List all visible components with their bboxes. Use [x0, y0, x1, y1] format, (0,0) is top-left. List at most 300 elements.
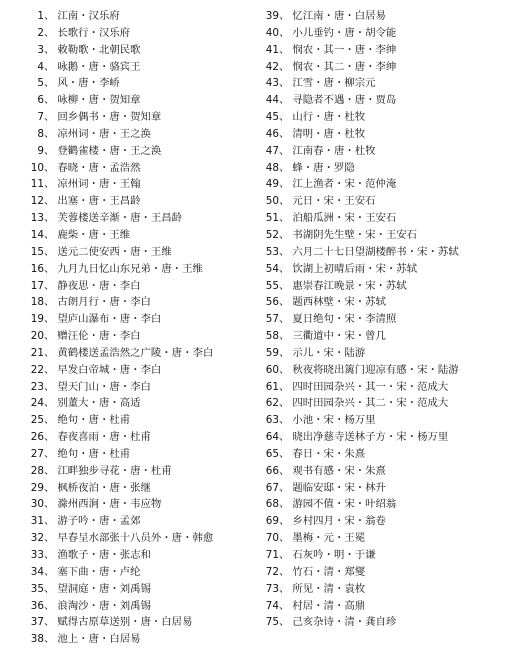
number-separator: 、: [44, 363, 55, 376]
poem-title: 江南・汉乐府: [57, 10, 120, 22]
poem-number: 32: [30, 532, 44, 545]
poem-title: 忆江南・唐・白居易: [292, 10, 386, 22]
number-separator: 、: [279, 111, 290, 124]
number-separator: 、: [44, 60, 55, 73]
number-separator: 、: [44, 599, 55, 612]
poem-number: 49: [265, 178, 279, 191]
number-separator: 、: [279, 10, 290, 22]
poem-title: 春夜喜雨・唐・杜甫: [57, 431, 151, 444]
number-separator: 、: [279, 77, 290, 90]
poem-title: 别董大・唐・高适: [57, 397, 141, 410]
poem-number: 40: [265, 26, 279, 39]
poem-number: 24: [30, 397, 44, 410]
poem-number: 65: [265, 447, 279, 460]
poem-entry: [263, 294, 518, 311]
number-separator: 、: [44, 111, 55, 124]
poem-number: 74: [265, 599, 279, 612]
poem-title: 山行・唐・杜牧: [292, 111, 366, 124]
poem-number: 30: [30, 498, 44, 511]
poem-entry: [263, 598, 518, 615]
number-separator: 、: [44, 431, 55, 444]
poem-entry: [263, 547, 518, 564]
poem-number: 15: [30, 245, 44, 258]
number-separator: 、: [44, 77, 55, 90]
poem-number: 27: [30, 447, 44, 460]
poem-number: 18: [30, 296, 44, 309]
number-separator: 、: [279, 178, 290, 191]
poem-entry: [28, 227, 268, 244]
poem-number: 19: [30, 313, 44, 326]
poem-title: 江上渔者・宋・范仲淹: [292, 178, 397, 191]
number-separator: 、: [279, 414, 290, 427]
poem-title: 墨梅・元・王冕: [292, 532, 366, 545]
number-separator: 、: [44, 464, 55, 477]
number-separator: 、: [44, 481, 55, 494]
poem-title: 寻隐者不遇・唐・贾岛: [292, 94, 397, 107]
poem-title: 惠崇春江晚景・宋・苏轼: [292, 279, 407, 292]
poem-number: 45: [265, 111, 279, 124]
poem-number: 43: [265, 77, 279, 90]
poem-number: 12: [30, 195, 44, 208]
poem-entry: [263, 8, 518, 25]
number-separator: 、: [279, 296, 290, 309]
poem-title: 六月二十七日望湖楼醉书・宋・苏轼: [292, 245, 459, 258]
poem-entry: [263, 480, 518, 497]
poem-number: 57: [265, 313, 279, 326]
poem-number: 46: [265, 127, 279, 140]
poem-entry: [28, 176, 268, 193]
poem-title: 元日・宋・王安石: [292, 195, 376, 208]
number-separator: 、: [44, 633, 55, 646]
poem-title: 村居・清・高鼎: [292, 599, 366, 612]
poem-number: 51: [265, 212, 279, 225]
poem-number: 36: [30, 599, 44, 612]
number-separator: 、: [44, 616, 55, 629]
number-separator: 、: [279, 549, 290, 561]
poem-entry: [263, 496, 518, 513]
poem-number: 13: [30, 212, 44, 225]
poem-title: 古朗月行・唐・李白: [57, 296, 151, 309]
poem-title: 游园不值・宋・叶绍翁: [292, 498, 397, 511]
poem-entry: [28, 25, 268, 42]
poem-title: 登鹳雀楼・唐・王之涣: [57, 144, 162, 157]
number-separator: 、: [279, 262, 290, 275]
number-separator: 、: [279, 346, 290, 359]
poem-title: 九月九日忆山东兄弟・唐・王维: [57, 262, 203, 275]
poem-title: 己亥杂诗・清・龚自珍: [292, 616, 397, 629]
poem-entry: [263, 446, 518, 463]
poem-entry: [28, 311, 268, 328]
poem-number: 1: [37, 10, 44, 22]
poem-number: 54: [265, 262, 279, 275]
poem-entry: [263, 463, 518, 480]
poem-title: 赋得古原草送别・唐・白居易: [57, 616, 193, 629]
poem-title: 望庐山瀑布・唐・李白: [57, 313, 162, 326]
poem-title: 游子吟・唐・孟郊: [57, 515, 141, 528]
poem-title: 江南春・唐・杜牧: [292, 144, 376, 157]
poem-entry: [28, 631, 268, 648]
poem-entry: [263, 614, 518, 631]
poem-title: 江畔独步寻花・唐・杜甫: [57, 464, 172, 477]
poem-entry: [263, 126, 518, 143]
number-separator: 、: [44, 346, 55, 359]
poem-title: 江雪・唐・柳宗元: [292, 77, 376, 90]
poem-entry: [263, 345, 518, 362]
poem-entry: [263, 513, 518, 530]
poem-entry: [263, 42, 518, 59]
poem-entry: [28, 126, 268, 143]
poem-title: 泊船瓜洲・宋・王安石: [292, 212, 397, 225]
poem-number: 3: [37, 43, 44, 56]
number-separator: 、: [44, 144, 55, 157]
number-separator: 、: [44, 330, 55, 343]
number-separator: 、: [44, 127, 55, 140]
poem-entry: [263, 395, 518, 412]
poem-title: 咏鹅・唐・骆宾王: [57, 60, 141, 73]
number-separator: 、: [279, 498, 290, 511]
poem-title: 静夜思・唐・李白: [57, 279, 141, 292]
poem-entry: [28, 8, 268, 25]
number-separator: 、: [279, 582, 290, 595]
number-separator: 、: [279, 565, 290, 578]
poem-number: 21: [30, 346, 44, 359]
poem-title: 四时田园杂兴・其一・宋・范成大: [292, 380, 449, 393]
poem-title: 示儿・宋・陆游: [292, 346, 366, 359]
number-separator: 、: [279, 397, 290, 410]
poem-number: 9: [37, 144, 44, 157]
poem-title: 题西林壁・宋・苏轼: [292, 296, 386, 309]
number-separator: 、: [279, 245, 290, 258]
poem-entry: [263, 278, 518, 295]
poem-entry: [28, 42, 268, 59]
number-separator: 、: [44, 228, 55, 241]
poem-number: 41: [265, 43, 279, 56]
poem-entry: [263, 362, 518, 379]
poem-entry: [263, 530, 518, 547]
number-separator: 、: [44, 279, 55, 292]
poem-number: 75: [265, 616, 279, 629]
poem-entry: [28, 480, 268, 497]
poem-entry: [263, 59, 518, 76]
poem-entry: [28, 530, 268, 547]
poem-title: 凉州词・唐・王之涣: [57, 127, 151, 140]
number-separator: 、: [279, 161, 290, 174]
poem-entry: [28, 564, 268, 581]
poem-entry: [28, 210, 268, 227]
number-separator: 、: [44, 498, 55, 511]
poem-entry: [263, 412, 518, 429]
poem-title: 池上・唐・白居易: [57, 633, 141, 646]
poem-title: 小儿垂钓・唐・胡令能: [292, 26, 397, 39]
poem-entry: [28, 59, 268, 76]
poem-number: 59: [265, 346, 279, 359]
number-separator: 、: [44, 447, 55, 460]
poem-list-left-column: [28, 8, 268, 648]
poem-number: 39: [265, 10, 279, 22]
poem-title: 饮湖上初晴后雨・宋・苏轼: [292, 262, 418, 275]
number-separator: 、: [279, 279, 290, 292]
poem-entry: [263, 581, 518, 598]
poem-number: 72: [265, 565, 279, 578]
poem-entry: [263, 244, 518, 261]
poem-title: 蜂・唐・罗隐: [292, 161, 355, 174]
poem-title: 早春呈水部张十八员外・唐・韩愈: [57, 532, 214, 545]
poem-title: 书湖阴先生壁・宋・王安石: [292, 228, 418, 241]
poem-number: 5: [37, 77, 44, 90]
poem-entry: [263, 311, 518, 328]
poem-title: 秋夜将晓出篱门迎凉有感・宋・陆游: [292, 363, 459, 376]
poem-entry: [28, 75, 268, 92]
poem-title: 乡村四月・宋・翁卷: [292, 515, 386, 528]
poem-number: 66: [265, 464, 279, 477]
poem-entry: [28, 345, 268, 362]
poem-title: 绝句・唐・杜甫: [57, 447, 131, 460]
number-separator: 、: [44, 178, 55, 191]
poem-entry: [28, 92, 268, 109]
poem-title: 悯农・其一・唐・李绅: [292, 43, 397, 56]
poem-number: 25: [30, 414, 44, 427]
poem-title: 回乡偶书・唐・贺知章: [57, 111, 162, 124]
poem-entry: [263, 75, 518, 92]
number-separator: 、: [279, 447, 290, 460]
number-separator: 、: [44, 397, 55, 410]
poem-number: 56: [265, 296, 279, 309]
poem-title: 望洞庭・唐・刘禹锡: [57, 582, 151, 595]
poem-number: 37: [30, 616, 44, 629]
poem-entry: [28, 412, 268, 429]
poem-title: 春晓・唐・孟浩然: [57, 161, 141, 174]
poem-number: 2: [37, 26, 44, 39]
number-separator: 、: [44, 26, 55, 39]
number-separator: 、: [279, 431, 290, 444]
poem-number: 4: [37, 60, 44, 73]
poem-number: 14: [30, 228, 44, 241]
poem-title: 送元二使安西・唐・王维: [57, 245, 172, 258]
poem-entry: [28, 244, 268, 261]
number-separator: 、: [44, 313, 55, 326]
poem-entry: [28, 513, 268, 530]
number-separator: 、: [279, 599, 290, 612]
poem-entry: [263, 25, 518, 42]
poem-title: 风・唐・李峤: [57, 77, 120, 90]
poem-title: 清明・唐・杜牧: [292, 127, 366, 140]
poem-number: 29: [30, 481, 44, 494]
number-separator: 、: [279, 43, 290, 56]
poem-number: 28: [30, 464, 44, 477]
poem-title: 夏日绝句・宋・李清照: [292, 313, 397, 326]
poem-entry: [28, 328, 268, 345]
poem-number: 61: [265, 380, 279, 393]
poem-number: 6: [37, 94, 44, 107]
poem-title: 题临安邸・宋・林升: [292, 481, 386, 494]
poem-entry: [263, 109, 518, 126]
number-separator: 、: [44, 262, 55, 275]
number-separator: 、: [44, 565, 55, 578]
poem-entry: [28, 598, 268, 615]
poem-title: 石灰吟・明・于谦: [292, 549, 376, 561]
poem-entry: [263, 210, 518, 227]
poem-title: 绝句・唐・杜甫: [57, 414, 131, 427]
poem-entry: [28, 547, 268, 564]
poem-title: 凉州词・唐・王翰: [57, 178, 141, 191]
poem-title: 黄鹤楼送孟浩然之广陵・唐・李白: [57, 346, 214, 359]
poem-number: 17: [30, 279, 44, 292]
poem-number: 73: [265, 582, 279, 595]
poem-number: 38: [30, 633, 44, 646]
poem-number: 52: [265, 228, 279, 241]
number-separator: 、: [279, 212, 290, 225]
poem-entry: [263, 92, 518, 109]
number-separator: 、: [279, 481, 290, 494]
poem-entry: [28, 379, 268, 396]
poem-number: 48: [265, 161, 279, 174]
poem-title: 敕勒歌・北朝民歌: [57, 43, 141, 56]
poem-list-right-column: [263, 8, 518, 631]
poem-number: 42: [265, 60, 279, 73]
poem-entry: [263, 379, 518, 396]
number-separator: 、: [44, 549, 55, 561]
poem-title: 观书有感・宋・朱熹: [292, 464, 386, 477]
poem-title: 小池・宋・杨万里: [292, 414, 376, 427]
poem-number: 60: [265, 363, 279, 376]
poem-entry: [263, 227, 518, 244]
poem-entry: [28, 429, 268, 446]
poem-number: 22: [30, 363, 44, 376]
poem-entry: [28, 278, 268, 295]
poem-title: 咏柳・唐・贺知章: [57, 94, 141, 107]
poem-number: 68: [265, 498, 279, 511]
number-separator: 、: [279, 380, 290, 393]
poem-entry: [28, 362, 268, 379]
poem-title: 芙蓉楼送辛渐・唐・王昌龄: [57, 212, 183, 225]
poem-number: 62: [265, 397, 279, 410]
number-separator: 、: [44, 10, 55, 22]
poem-title: 鹿柴・唐・王维: [57, 228, 131, 241]
poem-entry: [28, 395, 268, 412]
poem-entry: [28, 193, 268, 210]
poem-number: 53: [265, 245, 279, 258]
poem-title: 赠汪伦・唐・李白: [57, 330, 141, 343]
poem-entry: [28, 143, 268, 160]
number-separator: 、: [279, 60, 290, 73]
number-separator: 、: [279, 127, 290, 140]
number-separator: 、: [44, 515, 55, 528]
poem-number: 63: [265, 414, 279, 427]
poem-entry: [28, 160, 268, 177]
poem-number: 55: [265, 279, 279, 292]
poem-number: 35: [30, 582, 44, 595]
poem-entry: [263, 429, 518, 446]
poem-title: 悯农・其二・唐・李绅: [292, 60, 397, 73]
number-separator: 、: [279, 228, 290, 241]
number-separator: 、: [279, 515, 290, 528]
number-separator: 、: [44, 380, 55, 393]
poem-number: 71: [265, 549, 279, 561]
poem-title: 三衢道中・宋・曾几: [292, 330, 386, 343]
poem-title: 竹石・清・郑燮: [292, 565, 366, 578]
poem-title: 四时田园杂兴・其二・宋・范成大: [292, 397, 449, 410]
poem-title: 所见・清・袁枚: [292, 582, 366, 595]
poem-number: 23: [30, 380, 44, 393]
poem-title: 早发白帝城・唐・李白: [57, 363, 162, 376]
poem-number: 26: [30, 431, 44, 444]
poem-entry: [28, 261, 268, 278]
number-separator: 、: [279, 144, 290, 157]
number-separator: 、: [279, 616, 290, 629]
poem-number: 67: [265, 481, 279, 494]
poem-title: 春日・宋・朱熹: [292, 447, 366, 460]
poem-entry: [263, 328, 518, 345]
poem-number: 16: [30, 262, 44, 275]
number-separator: 、: [44, 414, 55, 427]
poem-title: 长歌行・汉乐府: [57, 26, 131, 39]
poem-entry: [263, 143, 518, 160]
number-separator: 、: [279, 26, 290, 39]
number-separator: 、: [44, 582, 55, 595]
number-separator: 、: [44, 532, 55, 545]
number-separator: 、: [44, 43, 55, 56]
poem-entry: [28, 614, 268, 631]
number-separator: 、: [279, 313, 290, 326]
poem-entry: [28, 581, 268, 598]
poem-number: 47: [265, 144, 279, 157]
poem-title: 塞下曲・唐・卢纶: [57, 565, 141, 578]
poem-number: 8: [37, 127, 44, 140]
poem-number: 70: [265, 532, 279, 545]
poem-entry: [263, 564, 518, 581]
poem-entry: [263, 261, 518, 278]
number-separator: 、: [44, 161, 55, 174]
poem-entry: [28, 294, 268, 311]
poem-number: 69: [265, 515, 279, 528]
poem-title: 出塞・唐・王昌龄: [57, 195, 141, 208]
poem-entry: [28, 109, 268, 126]
poem-entry: [28, 463, 268, 480]
poem-entry: [263, 193, 518, 210]
poem-number: 31: [30, 515, 44, 528]
poem-title: 滁州西涧・唐・韦应物: [57, 498, 162, 511]
poem-title: 浪淘沙・唐・刘禹锡: [57, 599, 151, 612]
poem-number: 44: [265, 94, 279, 107]
number-separator: 、: [279, 94, 290, 107]
poem-number: 33: [30, 549, 44, 561]
poem-entry: [263, 160, 518, 177]
number-separator: 、: [279, 363, 290, 376]
number-separator: 、: [44, 245, 55, 258]
number-separator: 、: [279, 464, 290, 477]
poem-title: 枫桥夜泊・唐・张继: [57, 481, 151, 494]
number-separator: 、: [279, 532, 290, 545]
poem-number: 7: [37, 111, 44, 124]
poem-number: 34: [30, 565, 44, 578]
poem-number: 64: [265, 431, 279, 444]
poem-title: 渔歌子・唐・张志和: [57, 549, 151, 561]
poem-number: 50: [265, 195, 279, 208]
number-separator: 、: [44, 94, 55, 107]
poem-entry: [28, 496, 268, 513]
number-separator: 、: [44, 296, 55, 309]
number-separator: 、: [279, 330, 290, 343]
poem-title: 望天门山・唐・李白: [57, 380, 151, 393]
poem-number: 10: [30, 161, 44, 174]
poem-title: 晓出净慈寺送林子方・宋・杨万里: [292, 431, 449, 444]
poem-number: 20: [30, 330, 44, 343]
poem-number: 58: [265, 330, 279, 343]
number-separator: 、: [279, 195, 290, 208]
poem-entry: [263, 176, 518, 193]
poem-number: 11: [30, 178, 44, 191]
number-separator: 、: [44, 212, 55, 225]
